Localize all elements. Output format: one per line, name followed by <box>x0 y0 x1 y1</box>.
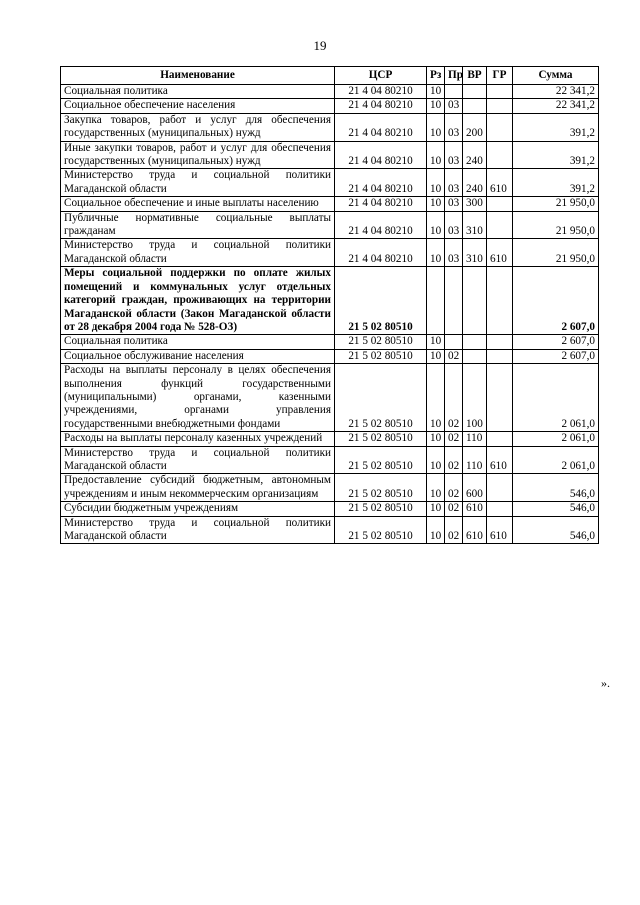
table-row <box>61 516 599 544</box>
cell-name: Расходы на выплаты персоналу казенных учреждений <box>61 432 335 446</box>
cell-pr: 02 <box>445 432 463 446</box>
cell-rz: 10 <box>427 364 445 432</box>
cell-gr: 610 <box>487 169 513 197</box>
cell-sum: 2 607,0 <box>513 335 599 349</box>
cell-pr: 03 <box>445 197 463 211</box>
cell-sum: 391,2 <box>513 113 599 141</box>
cell-rz: 10 <box>427 446 445 474</box>
cell-sum: 546,0 <box>513 516 599 544</box>
table-row <box>61 474 599 502</box>
cell-name: Министерство труда и социальной политики Магаданской области <box>61 446 335 474</box>
cell-rz: 10 <box>427 169 445 197</box>
cell-csr: 21 5 02 80510 <box>335 335 427 349</box>
cell-name: Социальное обеспечение населения <box>61 99 335 113</box>
cell-gr <box>487 267 513 335</box>
cell-sum: 2 061,0 <box>513 364 599 432</box>
cell-rz: 10 <box>427 197 445 211</box>
cell-sum: 2 061,0 <box>513 432 599 446</box>
cell-pr: 03 <box>445 141 463 169</box>
cell-vr: 110 <box>463 432 487 446</box>
cell-csr: 21 4 04 80210 <box>335 211 427 239</box>
cell-csr: 21 4 04 80210 <box>335 113 427 141</box>
table-row <box>61 113 599 141</box>
cell-csr: 21 5 02 80510 <box>335 349 427 363</box>
cell-csr: 21 5 02 80510 <box>335 364 427 432</box>
cell-sum: 21 950,0 <box>513 211 599 239</box>
budget-table <box>60 66 599 544</box>
table-row <box>61 169 599 197</box>
cell-rz: 10 <box>427 516 445 544</box>
header-pr: Пр <box>445 67 463 85</box>
cell-sum: 21 950,0 <box>513 197 599 211</box>
cell-name: Меры социальной поддержки по оплате жилых помещений и коммунальных услуг отдельных категорий граждан, проживающих на территории Магаданской области (Закон Магаданской области от 28 декабря 2004 года № 528-ОЗ) <box>61 267 335 335</box>
cell-rz: 10 <box>427 99 445 113</box>
table-body <box>61 85 599 544</box>
cell-pr: 02 <box>445 349 463 363</box>
cell-rz: 10 <box>427 113 445 141</box>
cell-vr: 300 <box>463 197 487 211</box>
header-name: Наименование <box>61 67 335 85</box>
table-row <box>61 211 599 239</box>
cell-vr: 600 <box>463 474 487 502</box>
cell-pr: 02 <box>445 502 463 516</box>
cell-rz: 10 <box>427 432 445 446</box>
header-gr: ГР <box>487 67 513 85</box>
cell-name: Социальное обеспечение и иные выплаты населению <box>61 197 335 211</box>
cell-csr: 21 5 02 80510 <box>335 267 427 335</box>
cell-vr <box>463 85 487 99</box>
cell-sum: 546,0 <box>513 474 599 502</box>
table-row <box>61 85 599 99</box>
cell-rz: 10 <box>427 239 445 267</box>
cell-gr <box>487 349 513 363</box>
cell-gr <box>487 502 513 516</box>
header-csr: ЦСР <box>335 67 427 85</box>
header-vr: ВР <box>463 67 487 85</box>
cell-sum: 21 950,0 <box>513 239 599 267</box>
cell-vr: 310 <box>463 211 487 239</box>
header-sum: Сумма <box>513 67 599 85</box>
table-row <box>61 446 599 474</box>
cell-vr: 200 <box>463 113 487 141</box>
cell-vr <box>463 267 487 335</box>
cell-csr: 21 5 02 80510 <box>335 474 427 502</box>
cell-pr: 03 <box>445 169 463 197</box>
cell-vr: 110 <box>463 446 487 474</box>
cell-pr <box>445 335 463 349</box>
header-rz: Рз <box>427 67 445 85</box>
cell-name: Предоставление субсидий бюджетным, автономным учреждениям и иным некоммерческим организациям <box>61 474 335 502</box>
cell-rz: 10 <box>427 502 445 516</box>
cell-gr <box>487 474 513 502</box>
cell-pr: 02 <box>445 474 463 502</box>
table-row <box>61 364 599 432</box>
cell-gr <box>487 85 513 99</box>
cell-rz <box>427 267 445 335</box>
cell-gr <box>487 432 513 446</box>
cell-csr: 21 4 04 80210 <box>335 169 427 197</box>
cell-vr: 610 <box>463 516 487 544</box>
cell-rz: 10 <box>427 474 445 502</box>
cell-sum: 391,2 <box>513 141 599 169</box>
table-row <box>61 335 599 349</box>
cell-csr: 21 5 02 80510 <box>335 432 427 446</box>
cell-sum: 2 061,0 <box>513 446 599 474</box>
cell-vr <box>463 349 487 363</box>
table-row <box>61 349 599 363</box>
cell-pr: 03 <box>445 113 463 141</box>
table-row <box>61 239 599 267</box>
cell-name: Социальное обслуживание населения <box>61 349 335 363</box>
cell-vr <box>463 335 487 349</box>
cell-csr: 21 4 04 80210 <box>335 141 427 169</box>
cell-name: Министерство труда и социальной политики Магаданской области <box>61 169 335 197</box>
cell-vr: 240 <box>463 169 487 197</box>
cell-gr <box>487 335 513 349</box>
cell-sum: 391,2 <box>513 169 599 197</box>
cell-pr <box>445 267 463 335</box>
cell-rz: 10 <box>427 335 445 349</box>
table-row <box>61 141 599 169</box>
cell-csr: 21 5 02 80510 <box>335 516 427 544</box>
cell-name: Иные закупки товаров, работ и услуг для обеспечения государственных (муниципальных) нужд <box>61 141 335 169</box>
cell-name: Социальная политика <box>61 335 335 349</box>
table-row <box>61 197 599 211</box>
cell-rz: 10 <box>427 349 445 363</box>
cell-gr <box>487 113 513 141</box>
cell-csr: 21 4 04 80210 <box>335 85 427 99</box>
cell-rz: 10 <box>427 211 445 239</box>
cell-name: Публичные нормативные социальные выплаты гражданам <box>61 211 335 239</box>
cell-csr: 21 4 04 80210 <box>335 239 427 267</box>
table-row <box>61 432 599 446</box>
table-header-row <box>61 67 599 85</box>
cell-sum: 22 341,2 <box>513 85 599 99</box>
cell-vr <box>463 99 487 113</box>
cell-gr: 610 <box>487 239 513 267</box>
cell-csr: 21 4 04 80210 <box>335 99 427 113</box>
cell-pr: 03 <box>445 99 463 113</box>
cell-csr: 21 5 02 80510 <box>335 446 427 474</box>
cell-gr <box>487 197 513 211</box>
cell-sum: 2 607,0 <box>513 267 599 335</box>
cell-name: Министерство труда и социальной политики Магаданской области <box>61 516 335 544</box>
cell-pr: 02 <box>445 364 463 432</box>
cell-vr: 610 <box>463 502 487 516</box>
cell-name: Субсидии бюджетным учреждениям <box>61 502 335 516</box>
cell-gr <box>487 364 513 432</box>
cell-vr: 310 <box>463 239 487 267</box>
page-number: 19 <box>313 38 327 53</box>
cell-vr: 240 <box>463 141 487 169</box>
cell-name: Закупка товаров, работ и услуг для обеспечения государственных (муниципальных) нужд <box>61 113 335 141</box>
closing-quote: ». <box>601 676 610 690</box>
cell-rz: 10 <box>427 141 445 169</box>
cell-name: Социальная политика <box>61 85 335 99</box>
cell-name: Министерство труда и социальной политики Магаданской области <box>61 239 335 267</box>
cell-gr <box>487 99 513 113</box>
table-row <box>61 99 599 113</box>
cell-gr <box>487 211 513 239</box>
table-row <box>61 267 599 335</box>
cell-pr: 02 <box>445 446 463 474</box>
table-row <box>61 502 599 516</box>
cell-rz: 10 <box>427 85 445 99</box>
cell-name: Расходы на выплаты персоналу в целях обеспечения выполнения функций государственными (муниципальными) органами, казенными учреждениями, органами управления государственными внебюджетными фондами <box>61 364 335 432</box>
cell-vr: 100 <box>463 364 487 432</box>
cell-gr: 610 <box>487 446 513 474</box>
cell-pr: 02 <box>445 516 463 544</box>
cell-csr: 21 4 04 80210 <box>335 197 427 211</box>
cell-csr: 21 5 02 80510 <box>335 502 427 516</box>
cell-sum: 546,0 <box>513 502 599 516</box>
cell-gr <box>487 141 513 169</box>
cell-sum: 2 607,0 <box>513 349 599 363</box>
cell-sum: 22 341,2 <box>513 99 599 113</box>
cell-gr: 610 <box>487 516 513 544</box>
cell-pr: 03 <box>445 211 463 239</box>
cell-pr <box>445 85 463 99</box>
cell-pr: 03 <box>445 239 463 267</box>
